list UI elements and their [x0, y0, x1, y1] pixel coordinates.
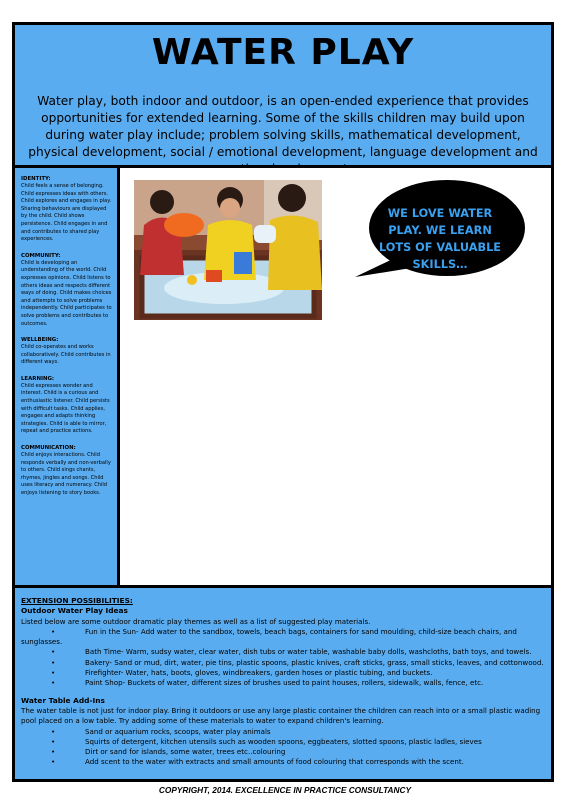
sidebar-text: Child enjoys interactions. Child responds verbally and non-verbally to others. Child sings chants, rhymes, jingles and songs. Child uses literacy and numeracy. Child enjoys listening to story books. [21, 452, 111, 496]
bullet-glyph: • [51, 668, 56, 678]
list-item: • Bath Time- Warm, sudsy water, clear water, dish tubs or water table, washable baby dolls, washcloths, bath toys, and towels. [51, 647, 532, 657]
sidebar-section-learning [21, 375, 117, 436]
sidebar-text: Child expresses wonder and interest. Child is a curious and enthusiastic listener. Child persists with difficult tasks. Child applies, engages and adapts thinking strategies. Child is able to mirror, repeat and practice actions. [21, 382, 110, 435]
bullet-glyph: • [51, 657, 56, 667]
list-item: • Sand or aquarium rocks, scoops, water play animals [51, 726, 271, 736]
sidebar-heading: LEARNING: [21, 375, 55, 382]
header-panel [15, 25, 551, 168]
list-item: • Add scent to the water with extracts and small amounts of food colouring that corresponds with the scent. [51, 757, 464, 767]
water-table-title: Water Table Add-Ins [21, 695, 105, 705]
list-item: • Paint Shop- Buckets of water, different sizes of brushes used to paint houses, rollers, sidewalk, walls, fence, etc. [51, 678, 484, 688]
page-frame [12, 22, 554, 782]
sidebar-section-community [21, 252, 117, 328]
outdoor-ideas-title: Outdoor Water Play Ideas [21, 606, 128, 616]
list-item: • Fun in the Sun- Add water to the sandbox, towels, beach bags, containers for sand moulding, child-size beach chairs, and sunglasses. [21, 626, 517, 647]
list-item: • Dirt or sand for islands, some water, trees etc..colouring [51, 747, 286, 757]
page-title: WATER PLAY [151, 32, 415, 73]
extension-possibilities-panel [15, 585, 551, 779]
water-table-list [21, 727, 551, 768]
sidebar-text: Child is developing an understanding of the world. Child expresses opinions. Child listens to others ideas and respects different ways of doing. Child makes choices and attempts to solve problems independently. Child participates to solve problems and contributes to outcomes. [21, 259, 112, 327]
list-item: • Bakery- Sand or mud, dirt, water, pie tins, plastic spoons, plastic knives, craft sticks, grass, small sticks, leaves, and cottonwood. [51, 657, 544, 667]
list-item: • Firefighter- Water, hats, boots, gloves, windbreakers, garden hoses or plastic tubing, and buckets. [51, 668, 433, 678]
bullet-glyph: • [51, 757, 56, 767]
sidebar-text: Child co-operates and works collaboratively. Child contributes in different ways. [21, 344, 111, 366]
bullet-glyph: • [51, 736, 56, 746]
list-item: • Squirts of detergent, kitchen utensils such as wooden spoons, eggbeaters, slotted spoons, plastic ladles, sieves [51, 736, 482, 746]
main-content-area [120, 168, 551, 585]
bullet-glyph: • [51, 647, 56, 657]
speech-bubble-text: WE LOVE WATER PLAY. WE LEARN LOTS OF VALUABLE SKILLS… [378, 207, 502, 271]
sidebar-section-wellbeing [21, 336, 117, 367]
outdoor-ideas-list [21, 627, 551, 689]
outdoor-ideas-intro: Listed below are some outdoor dramatic play themes as well as a list of suggested play materials. [21, 616, 371, 626]
bullet-glyph: • [51, 726, 56, 736]
water-table-intro: The water table is not just for indoor play. Bring it outdoors or use any large plastic container the children can reach into or a small plastic wading pool placed on a low table. Try adding some of these materials to water to expand children's learning. [21, 705, 541, 726]
bullet-glyph: • [51, 626, 56, 636]
sidebar-section-communication [21, 444, 117, 498]
sidebar-heading: COMMUNICATION: [21, 445, 76, 452]
sidebar-heading: WELLBEING: [21, 337, 59, 344]
children-water-play-photo [134, 180, 322, 320]
bullet-glyph: • [51, 747, 56, 757]
copyright-footer: COPYRIGHT, 2014. EXCELLENCE IN PRACTICE CONSULTANCY [158, 785, 412, 795]
sidebar-heading: IDENTITY: [21, 176, 51, 182]
extension-heading: EXTENSION POSSIBILITIES: [21, 596, 133, 605]
intro-paragraph: Water play, both indoor and outdoor, is an open-ended experience that provides opportunities for extended learning. Some of the skills children may build upon during water play include; problem solving skills, mathematical development, physical development, social / emotional development, language development and [28, 94, 538, 159]
bullet-glyph: • [51, 678, 56, 688]
sidebar-text: Child feels a sense of belonging. Child expresses ideas with others. Child explores and engages in play. Sharing behaviours are displayed by the child. Child shows persistence. Child engages in and and contributes to shared play experiences. [21, 183, 112, 243]
sidebar-section-identity [21, 175, 117, 244]
sidebar-heading: COMMUNITY: [21, 252, 61, 259]
learning-outcomes-sidebar [15, 168, 120, 585]
photo-illustration [134, 180, 322, 320]
